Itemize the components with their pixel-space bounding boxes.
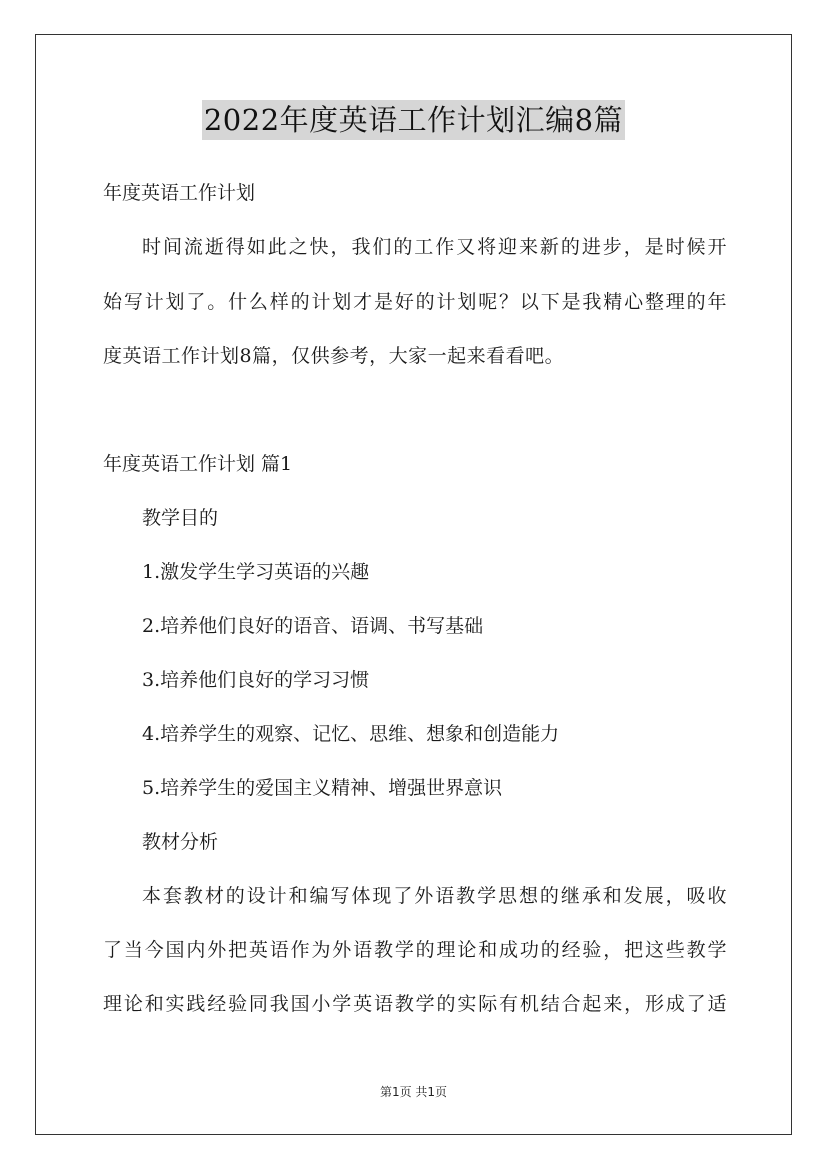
- title-container: [0, 100, 827, 140]
- material-line-1: 本套教材的设计和编写体现了外语教学思想的继承和发展，吸收: [142, 885, 727, 907]
- goal-item-5: 5.培养学生的爱国主义精神、增强世界意识: [142, 777, 503, 799]
- section-teaching-goals: 教学目的: [142, 507, 219, 529]
- intro-line-3: 度英语工作计划8篇，仅供参考，大家一起来看看吧。: [103, 345, 565, 367]
- section-material-analysis: 教材分析: [142, 831, 219, 853]
- goal-item-2: 2.培养他们良好的语音、语调、书写基础: [142, 615, 484, 637]
- intro-line-1: 时间流逝得如此之快，我们的工作又将迎来新的进步，是时候开: [142, 236, 727, 258]
- intro-line-2: 始写计划了。什么样的计划才是好的计划呢？以下是我精心整理的年: [103, 291, 727, 313]
- heading-plan-part-1: 年度英语工作计划 篇1: [103, 453, 293, 475]
- page-footer: 第1页 共1页: [379, 1085, 448, 1099]
- document-title: 2022年度英语工作计划汇编8篇: [202, 100, 625, 140]
- goal-item-3: 3.培养他们良好的学习习惯: [142, 669, 370, 691]
- material-line-2: 了当今国内外把英语作为外语教学的理论和成功的经验，把这些教学: [103, 939, 727, 961]
- material-line-3: 理论和实践经验同我国小学英语教学的实际有机结合起来，形成了适: [103, 993, 727, 1015]
- heading-annual-plan: 年度英语工作计划: [103, 182, 256, 204]
- goal-item-4: 4.培养学生的观察、记忆、思维、想象和创造能力: [142, 723, 560, 745]
- goal-item-1: 1.激发学生学习英语的兴趣: [142, 561, 370, 583]
